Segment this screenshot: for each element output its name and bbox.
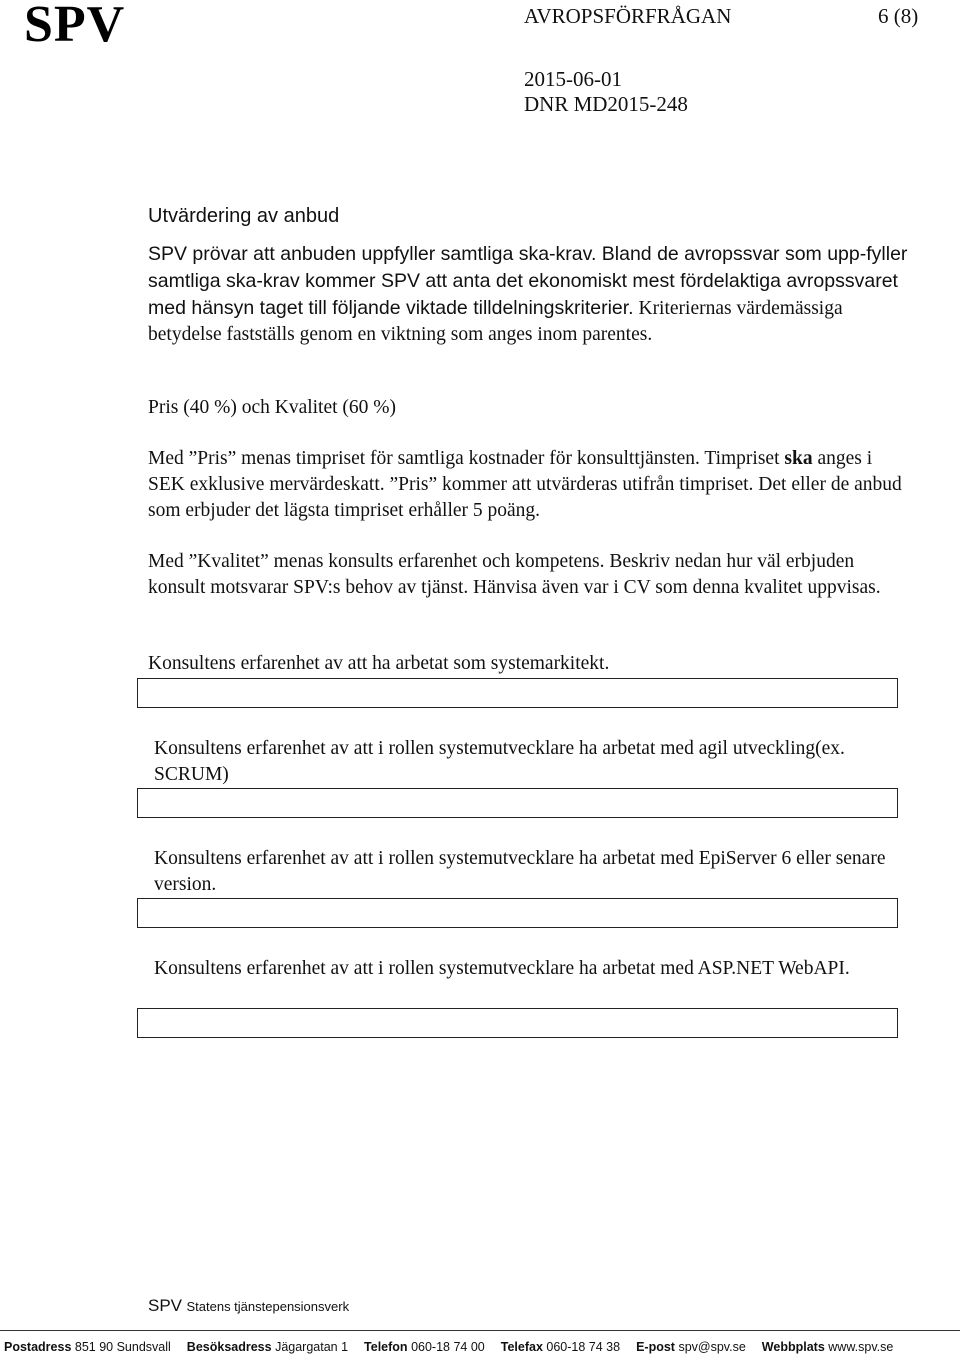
section-heading: Utvärdering av anbud [148,205,340,227]
question-label-webapi: Konsultens erfarenhet av att i rollen systemutvecklare ha arbetat med ASP.NET WebAPI. [154,958,850,979]
price-text-bold: ska [784,448,813,469]
intro-weighting-text: Kriteriernas värdemässiga betydelse fastställs genom en viktning som anges inom parentes. [148,298,843,345]
footer-organization [148,1296,349,1317]
footer-phone-label: Telefon [364,1340,408,1354]
footer-email-label: E-post [636,1340,675,1354]
price-text-b: anges i SEK exklusive mervärdeskatt. ”Pris” kommer att utvärderas utifrån timpriset. Det eller de anbud som erbjuder det lägsta timpriset erhåller 5 poäng. [148,448,902,521]
answer-field-webapi[interactable] [137,1008,898,1038]
quality-paragraph: Med ”Kvalitet” menas konsults erfarenhet och kompetens. Beskriv nedan hur väl erbjuden konsult motsvarar SPV:s behov av tjänst. Hänvisa även var i CV som denna kvalitet uppvisas. [148,551,881,598]
question-label-architect: Konsultens erfarenhet av att ha arbetat som systemarkitekt. [148,653,610,674]
footer-fax-label: Telefax [500,1340,543,1354]
page-number: 6 (8) [878,4,919,28]
footer-divider [0,1330,960,1331]
answer-field-agile[interactable] [137,788,898,818]
footer-web-label: Webbplats [761,1340,825,1354]
answer-field-architect[interactable] [137,678,898,708]
price-paragraph [148,446,908,524]
document-type: AVROPSFÖRFRÅGAN [524,4,732,28]
footer-visit: Jägargatan 1 [275,1340,349,1354]
footer-email[interactable]: spv@spv.se [678,1340,746,1354]
footer-visit-label: Besöksadress [186,1340,272,1354]
intro-text: Bland de avropssvar som upp-fyller samtliga ska-krav kommer SPV att anta det ekonomiskt mest fördelaktiga avropssvaret med hänsyn taget till följande viktade tilldelningskriterier. [148,243,908,319]
footer-org-name: Statens tjänstepensionsverk [186,1299,350,1314]
footer-contacts [4,1338,893,1356]
question-label-episerver: Konsultens erfarenhet av att i rollen systemutvecklare ha arbetat med EpiServer 6 eller senare version. [154,848,886,895]
footer-postal-label: Postadress [4,1340,72,1354]
criteria-paragraph: Pris (40 %) och Kvalitet (60 %) [148,397,397,418]
footer-org-abbr: SPV [148,1296,183,1315]
intro-line-1: SPV prövar att anbuden uppfyller samtliga ska-krav. [148,243,597,265]
spv-logo: SPV [24,0,126,53]
footer-web[interactable]: www.spv.se [828,1340,894,1354]
answer-field-episerver[interactable] [137,898,898,928]
footer-phone: 060-18 74 00 [411,1340,485,1354]
footer-postal: 851 90 Sundsvall [74,1340,171,1354]
price-text-a: Med ”Pris” menas timpriset för samtliga kostnader för konsulttjänsten. Timpriset [148,448,785,469]
footer-fax: 060-18 74 38 [546,1340,621,1354]
document-date: 2015-06-01 [524,67,622,91]
question-label-agile: Konsultens erfarenhet av att i rollen systemutvecklare ha arbetat med agil utveckling(ex. SCRUM) [154,738,845,785]
intro-paragraph [148,241,908,348]
document-dnr: DNR MD2015-248 [524,92,688,116]
